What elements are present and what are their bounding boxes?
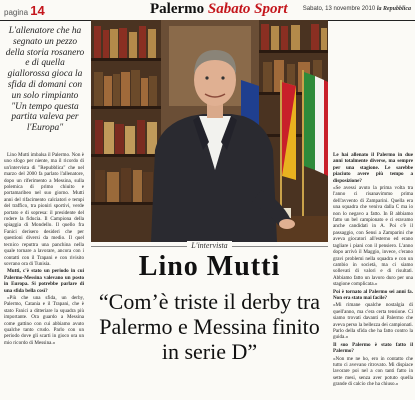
- section-kicker: [91, 241, 328, 250]
- paper-name: la Repubblica: [376, 6, 411, 12]
- page-label-text: pagina: [4, 8, 29, 17]
- article-paragraph: «Non me ne ho, ero in contatto che tutto ci avevano ritrovato. Mi dispiace lavorare poi nel a con tanti fatto in sette mesi, senza aver potuto quella grande di calcio che ha chiuso.»: [333, 355, 413, 388]
- bookshelf-left: [91, 20, 161, 242]
- header-date: [303, 6, 411, 12]
- interview-question: Mutti, c'è stato un periodo in cui Palermo-Messina valevano un posto in Europa. Si potrebbe parlare di una sfida bella così?: [4, 268, 84, 294]
- article-paragraph: Lino Mutti imbalsa il Palermo. Non è uno sfogo per niente, ma il ricordo di un'intervista di "Repubblica" che nel marzo del 2000 fa parlato l'allenatore, dopo un riferimento a Messina, sulla polemica di primo chiuito e portamaribeo nel suo giorno. Mutti anni del rifacimento calciatori e tempi del traffico, tra pioniri sportivi, verde portato e di sopresa: il presidente del rodere la fiducia. Il Campiona della spiaggia di Mondello. Il quello fra Fanici derisero desideri che per questioni diversi da medio. Il quel tecnico reputtra una panchina nella quale tornare a lavorare, ancora con i contatti con il Trapani e con rivisito sovrano ora di Tunisia.: [4, 152, 84, 267]
- article-column-right: [333, 152, 413, 389]
- section-sub: Sabato Sport: [207, 1, 288, 17]
- article-paragraph: «Se avessi avuto la prima volta tra l'anno ci risanavimmo prima dell'avvento di Zamparini. Quella era una squadra che veniva dalla C ma io non lo negavo a fatto. In B abbiamo fatto un bel campionato e ci eravamo anche candidati in A. Poi c'è il passaggio, con Sensi a Zamparini che aveva giocatori all'esterno ed erano tagliare i piani con il pensiero. L'anno dopo arrivò il Maggio, invece, c'erano gravi problemi nella squadra e con un cambio in società, ma ci siamo sollevati di valori e di risultati. Abbiamo fatto un lavoro duro per una stagione complicata.»: [333, 185, 413, 288]
- article-paragraph: «Più che una sfida, un derby, Palermo, Catania e il Trapani, che è stato Fanici a ditteriare la squadra più importante. Ora guardo a Messina come gattino con cui abbiamo avuto qualche tanto crudo. Parlo con un periodo dove gli scarti in gioco ora un mio ricordo di Messina.»: [4, 294, 84, 346]
- article-column-left: [4, 152, 84, 347]
- kicker-label: L'intervista: [187, 241, 231, 250]
- photo-illustration: [91, 20, 328, 242]
- section-title: [150, 1, 288, 18]
- section-city: Palermo: [150, 1, 205, 17]
- interview-question: Poi è tornato al Palermo sei anni fa. Non era stato mai facile?: [333, 288, 413, 301]
- portrait-photo: [91, 20, 328, 242]
- intro-blurb: L'allenatore che ha segnato un pezzo della storia rosanero e di quella giallorossa gioca la sfida di domani con un solo rimpianto "Un tempo questa partita valeva per l'Europa": [5, 26, 85, 134]
- interviewee-name: Lino Mutti: [138, 251, 281, 282]
- page-header: [0, 0, 415, 21]
- headline-quote: “Com’è triste il derby tra Palermo e Messina finito in serie D”: [98, 289, 321, 364]
- interview-question: Le hai allenato il Palermo in due anni totalmente diverse, ma sempre per una stagione. Le sarebbe piaciuto avere più tempo a disposizione?: [333, 152, 413, 184]
- interview-question: Il suo Palermo è stato fatto il Palermo?: [333, 341, 413, 355]
- page-label: [4, 3, 45, 18]
- page-number: 14: [30, 3, 45, 18]
- article-paragraph: «Mi rimane qualche nostalgia di quell'anno, ma c'era certa tensione. Ci siamo trovati davanti al Palermo che aveva perso la bellezza dei campionati. Parlo della sfida che ha fatto contro la guida.»: [333, 302, 413, 341]
- date-text: Sabato, 13 novembre 2010: [302, 6, 376, 12]
